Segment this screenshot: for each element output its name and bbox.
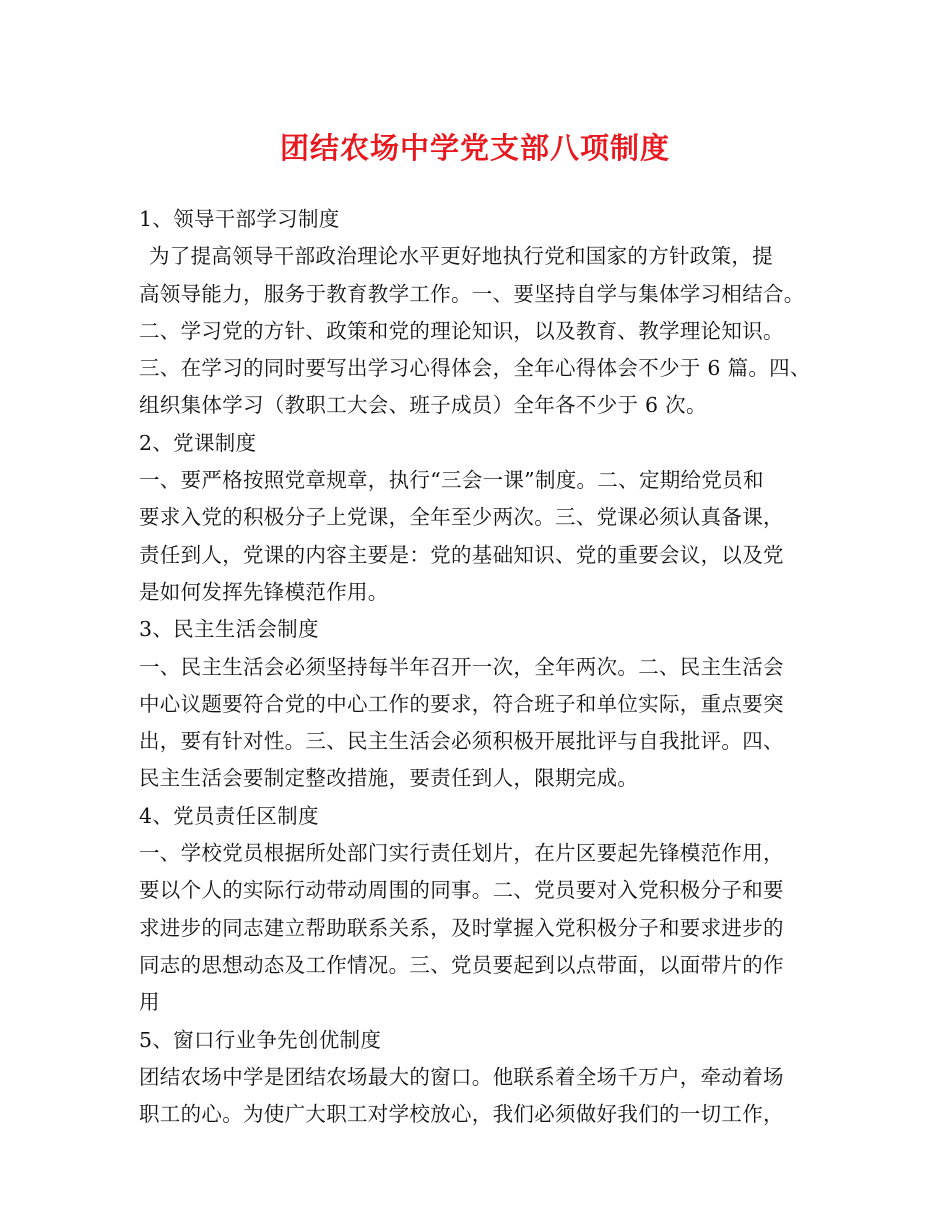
text-line: 中心议题要符合党的中心工作的要求，符合班子和单位实际，重点要突	[139, 691, 784, 716]
text-line: 用	[139, 990, 160, 1015]
text-line: 5、窗口行业争先创优制度	[139, 1027, 382, 1052]
text-line: 团结农场中学是团结农场最大的窗口。他联系着全场千万户，牵动着场	[139, 1064, 784, 1089]
document-title: 团结农场中学党支部八项制度	[279, 131, 670, 165]
text-line: 2、党课制度	[139, 430, 257, 455]
text-line: 一、民主生活会必须坚持每半年召开一次，全年两次。二、民主生活会	[139, 654, 784, 679]
text-line: 二、学习党的方针、政策和党的理论知识，以及教育、教学理论知识。	[139, 318, 784, 343]
text-line: 1、领导干部学习制度	[139, 207, 340, 231]
text-line: 职工的心。为使广大职工对学校放心，我们必须做好我们的一切工作，	[139, 1102, 784, 1127]
text-line: 3、民主生活会制度	[139, 617, 319, 642]
text-line: 4、党员责任区制度	[139, 803, 319, 828]
text-line: 三、在学习的同时要写出学习心得体会，全年心得体会不少于 6 篇。四、	[139, 356, 811, 381]
text-line: 高领导能力，服务于教育教学工作。一、要坚持自学与集体学习相结合。	[139, 281, 805, 306]
document-body	[139, 201, 829, 1133]
text-line: 一、学校党员根据所处部门实行责任划片，在片区要起先锋模范作用，	[139, 841, 784, 866]
text-line: 为了提高领导干部政治理论水平更好地执行党和国家的方针政策，提	[149, 244, 773, 269]
text-line: 同志的思想动态及工作情况。三、党员要起到以点带面，以面带片的作	[139, 952, 784, 977]
text-line: 民主生活会要制定整改措施，要责任到人，限期完成。	[139, 766, 639, 791]
text-line: 组织集体学习（教职工大会、班子成员）全年各不少于 6 次。	[139, 393, 707, 418]
text-line: 求进步的同志建立帮助联系关系，及时掌握入党积极分子和要求进步的	[139, 915, 784, 940]
text-line: 要求入党的积极分子上党课，全年至少两次。三、党课必须认真备课，	[139, 505, 784, 530]
text-line: 要以个人的实际行动带动周围的同事。二、党员要对入党积极分子和要	[139, 878, 784, 903]
text-line: 责任到人，党课的内容主要是：党的基础知识、党的重要会议，以及党	[139, 542, 784, 567]
text-line: 是如何发挥先锋模范作用。	[139, 579, 389, 604]
text-line: 出，要有针对性。三、民主生活会必须积极开展批评与自我批评。四、	[139, 729, 784, 754]
text-line: 一、要严格按照党章规章，执行“三会一课”制度。二、定期给党员和	[139, 468, 764, 493]
